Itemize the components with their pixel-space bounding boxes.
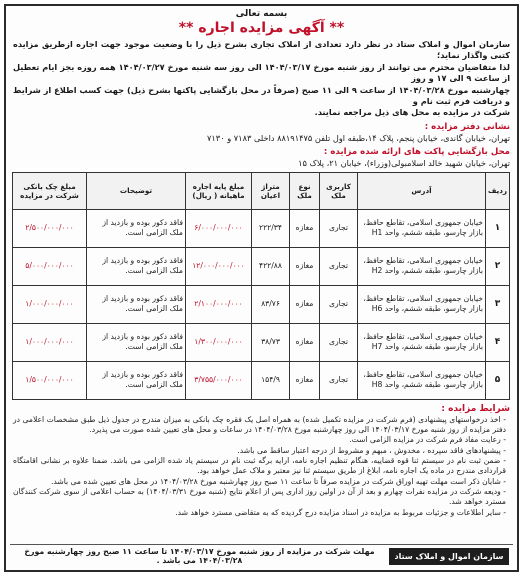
cell-address: خیابان جمهوری اسلامی، تقاطع حافظ، بازار چارسو، طبقه ششم، واحد H1 <box>358 209 486 247</box>
condition-item: - شایان ذکر است مهلت تهیه اوراق شرکت در مزایده صرفاً تا ساعت ۱۱ صبح روز چهارشنبه مورخ ۱۴۰۴/۰۳/۲۸ در محل های تعیین شده می باشد. <box>13 477 506 487</box>
office-address: تهران، خیابان گاندی، خیابان پنجم، پلاک ۱۴،طبقه اول تلفن ۸۸۱۹۱۴۷۵ داخلی ۷۱۸۳ و ۷۱۳۰ <box>207 132 510 143</box>
table-row <box>13 285 510 323</box>
col-deposit: مبلغ چک بانکی شرکت در مزایده <box>13 172 87 209</box>
cell-type: مغازه <box>290 323 320 361</box>
col-address: آدرس <box>358 172 486 209</box>
property-table <box>12 172 510 400</box>
cell-deposit: ۱/۰۰۰/۰۰۰/۰۰۰ <box>13 285 87 323</box>
cell-usage: تجاری <box>320 361 358 399</box>
cell-area: ۳۸/۷۳ <box>252 323 290 361</box>
table-row <box>13 209 510 247</box>
col-row: ردیف <box>486 172 510 209</box>
col-area: متراژ اعیان <box>252 172 290 209</box>
cell-deposit: ۱/۰۰۰/۰۰۰/۰۰۰ <box>13 323 87 361</box>
auction-notice <box>4 4 519 572</box>
cell-base-rent: ۳/۷۵۵/۰۰۰/۰۰۰ <box>186 361 252 399</box>
cell-usage: تجاری <box>320 323 358 361</box>
cell-type: مغازه <box>290 361 320 399</box>
organization-name: سازمان اموال و املاک ستاد <box>389 548 509 565</box>
cell-deposit: ۲/۵۰۰/۰۰۰/۰۰۰ <box>13 209 87 247</box>
table-row <box>13 361 510 399</box>
cell-address: خیابان جمهوری اسلامی، تقاطع حافظ، بازار چارسو، طبقه ششم، واحد H6 <box>358 285 486 323</box>
condition-item: - سایر اطلاعات و جزئیات مربوط به مزایده در اسناد مزایده درج گردیده که به متقاضی مسترد خواهد شد. <box>13 508 506 518</box>
opening-heading: محل بازگشایی پاکت های ارائه شده مزایده : <box>323 146 510 157</box>
condition-item: - اخذ درخواستهای پیشنهادی (فرم شرکت در مزایده تکمیل شده) به همراه اصل یک فقره چک بانکی به میزان مندرج در جدول ذیل طبق مشخصات اعلامی در دفتر مزایده از روز شنبه مورخ ۱۴۰۴/۰۳/۱۷ الی روز چهارشنبه مورخ ۱۴۰۴/۰۳/۲۸ در ساعات و محل های تعیین شده صورت می پذیرد. <box>13 415 506 436</box>
conditions-heading: شرایط مزایده : <box>441 403 510 414</box>
col-type: نوع ملک <box>290 172 320 209</box>
cell-row: ۱ <box>486 209 510 247</box>
bismillah: بسمه تعالی <box>235 9 288 19</box>
table-row <box>13 323 510 361</box>
condition-item: - پیشنهادهای فاقد سپرده ، مخدوش ، مبهم و مشروط از درجه اعتبار ساقط می باشد. <box>13 446 506 456</box>
deadline-note: مهلت شرکت در مزایده از روز شنبه مورخ ۱۴۰۴/۰۳/۱۷ تا ساعت ۱۱ صبح روز چهارشنبه مورخ ۱۴۰۴/۰۳/۲۸ می باشد . <box>24 547 375 565</box>
intro-line-3: چهارشنبه مورخ ۱۴۰۴/۰۳/۲۸ از ساعت ۹ الی ۱۱ صبح (صرفاً در محل بازگشایی پاکتها بشرح ذیل) جهت کسب اطلاع از شرایط و دریافت فرم ثبت نام و <box>13 84 510 107</box>
cell-area: ۱۵۴/۹ <box>252 361 290 399</box>
cell-base-rent: ۱۲/۰۰۰/۰۰۰/۰۰۰ <box>186 247 252 285</box>
intro-line-4: شرکت در مزایده به محل های ذیل مراجعه نمایند. <box>314 107 510 118</box>
cell-type: مغازه <box>290 285 320 323</box>
condition-item: - رعایت مفاد فرم شرکت در مزایده الزامی است. <box>13 435 506 445</box>
cell-deposit: ۱/۵۰۰/۰۰۰/۰۰۰ <box>13 361 87 399</box>
notice-title: ** آگهی مزایده اجاره ** <box>178 20 345 36</box>
cell-area: ۴۲۲/۸۸ <box>252 247 290 285</box>
condition-item: - ضمن ثبت نام در سیستم ثنا قوه قضاییه، هنگام تنظیم اجاره نامه، ارایه برگه ثبت نام در سیستم یاد شده الزامی می باشد. ضمنا علاوه بر نشانی اقامتگاه قراردادی مندرج در ماده یک اجاره نامه، ابلاغ از طریق سیستم ثنا نیز معتبر و ملاک عمل خواهد بود. <box>13 456 506 477</box>
cell-usage: تجاری <box>320 285 358 323</box>
cell-area: ۲۲۲/۳۴ <box>252 209 290 247</box>
cell-area: ۸۳/۷۶ <box>252 285 290 323</box>
table-header-row <box>13 172 510 209</box>
footer-bar <box>10 544 513 567</box>
conditions-list <box>13 415 510 518</box>
cell-address: خیابان جمهوری اسلامی، تقاطع حافظ، بازار چارسو، طبقه ششم، واحد H2 <box>358 247 486 285</box>
cell-description: فاقد دکور بوده و بازدید از ملک الزامی است. <box>87 247 186 285</box>
col-description: توضیحات <box>87 172 186 209</box>
intro-line-1: سازمان اموال و املاک ستاد در نظر دارد تعدادی از املاک تجاری بشرح ذیل را با وضعیت موجود جهت اجاره ازطریق مزایده کتبی واگذار نماید؛ <box>13 39 510 61</box>
cell-base-rent: ۶/۰۰۰/۰۰۰/۰۰۰ <box>186 209 252 247</box>
intro-line-2: لذا متقاضیان محترم می توانند از روز شنبه مورخ ۱۴۰۴/۰۳/۱۷ الی روز سه شنبه مورخ ۱۴۰۴/۰۳/۲۷ همه روزه بجز ایام تعطیل از ساعت ۹ الی ۱۷ و روز <box>13 61 510 84</box>
cell-deposit: ۵/۰۰۰/۰۰۰/۰۰۰ <box>13 247 87 285</box>
cell-address: خیابان جمهوری اسلامی، تقاطع حافظ، بازار چارسو، طبقه ششم، واحد H8 <box>358 361 486 399</box>
cell-base-rent: ۲/۱۰۰/۰۰۰/۰۰۰ <box>186 285 252 323</box>
cell-description: فاقد دکور بوده و بازدید از ملک الزامی است. <box>87 285 186 323</box>
cell-usage: تجاری <box>320 209 358 247</box>
intro-paragraph <box>13 39 510 119</box>
opening-address: تهران، خیابان شهید خالد اسلامبولی(وزراء)، خیابان ۲۱، پلاک ۱۵ <box>298 157 510 168</box>
cell-description: فاقد دکور بوده و بازدید از ملک الزامی است. <box>87 323 186 361</box>
cell-row: ۳ <box>486 285 510 323</box>
office-heading: نشانی دفتر مزایده : <box>424 121 510 132</box>
cell-description: فاقد دکور بوده و بازدید از ملک الزامی است. <box>87 361 186 399</box>
col-base-rent: مبلغ پایه اجاره ماهیانه ( ریال) <box>186 172 252 209</box>
cell-description: فاقد دکور بوده و بازدید از ملک الزامی است. <box>87 209 186 247</box>
cell-type: مغازه <box>290 209 320 247</box>
cell-usage: تجاری <box>320 247 358 285</box>
cell-row: ۲ <box>486 247 510 285</box>
cell-type: مغازه <box>290 247 320 285</box>
cell-address: خیابان جمهوری اسلامی، تقاطع حافظ، بازار چارسو، طبقه ششم، واحد H7 <box>358 323 486 361</box>
condition-item: - ودیعه شرکت در مزایده نفرات چهارم و بعد از آن در اولین روز اداری پس از اعلام نتایج (شنبه مورخ ۱۴۰۴/۰۳/۳۱) به حساب اعلامی از سوی شرکت کنندگان مسترد خواهد شد. <box>13 487 506 508</box>
table-row <box>13 247 510 285</box>
cell-row: ۴ <box>486 323 510 361</box>
cell-base-rent: ۱/۳۰۰/۰۰۰/۰۰۰ <box>186 323 252 361</box>
cell-row: ۵ <box>486 361 510 399</box>
col-usage: کاربری ملک <box>320 172 358 209</box>
